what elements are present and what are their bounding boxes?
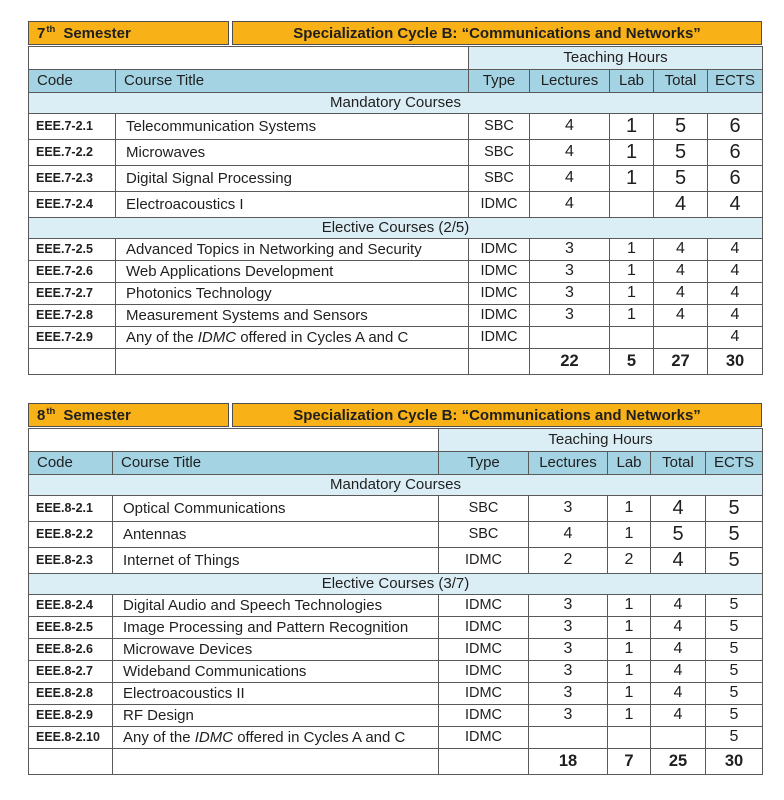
- empty-cell: [116, 349, 469, 375]
- semester-8-table: [28, 428, 763, 775]
- empty-cell: [439, 749, 529, 775]
- title-cell: Optical Communications: [113, 496, 439, 522]
- col-header-code: Code: [29, 452, 113, 475]
- type-cell: IDMC: [439, 727, 529, 749]
- title-cell: Digital Audio and Speech Technologies: [113, 595, 439, 617]
- course-row: [29, 522, 763, 548]
- title-text: offered in Cycles A and C: [236, 328, 409, 346]
- lectures-cell: [529, 727, 608, 749]
- code-cell: EEE.7-2.8: [29, 305, 116, 327]
- elective-section-row: [29, 218, 763, 239]
- ects-cell: 4: [708, 239, 763, 261]
- total-cell: [654, 327, 708, 349]
- course-row: [29, 140, 763, 166]
- type-cell: IDMC: [439, 548, 529, 574]
- code-cell: EEE.8-2.5: [29, 617, 113, 639]
- ects-cell: 4: [708, 305, 763, 327]
- course-row: [29, 239, 763, 261]
- total-cell: 4: [651, 617, 706, 639]
- lab-cell: 1: [608, 522, 651, 548]
- title-cell: Image Processing and Pattern Recognition: [113, 617, 439, 639]
- col-header-lab: Lab: [608, 452, 651, 475]
- lectures-cell: 3: [530, 283, 610, 305]
- ects-cell: 6: [708, 166, 763, 192]
- lab-cell: [610, 327, 654, 349]
- total-cell: 4: [651, 661, 706, 683]
- total-lectures: 18: [529, 749, 608, 775]
- code-cell: EEE.8-2.3: [29, 548, 113, 574]
- semester-word: Semester: [63, 24, 131, 42]
- total-cell: 4: [654, 261, 708, 283]
- lectures-cell: 3: [530, 239, 610, 261]
- col-header-lectures: Lectures: [530, 70, 610, 93]
- col-header-type: Type: [439, 452, 529, 475]
- type-cell: IDMC: [469, 192, 530, 218]
- elective-section-row: [29, 574, 763, 595]
- ects-cell: 5: [706, 496, 763, 522]
- mandatory-section-row: [29, 93, 763, 114]
- ects-cell: 4: [708, 192, 763, 218]
- title-cell: [116, 327, 469, 349]
- title-text: Any of the: [123, 728, 195, 746]
- total-cell: 4: [654, 283, 708, 305]
- course-row: [29, 727, 763, 749]
- semester-7-label: [28, 21, 229, 45]
- mandatory-section-label: Mandatory Courses: [29, 475, 763, 496]
- title-text: Any of the: [126, 328, 198, 346]
- type-cell: SBC: [439, 522, 529, 548]
- semester-number: 7: [37, 24, 46, 42]
- lab-cell: 1: [608, 496, 651, 522]
- type-cell: IDMC: [469, 305, 530, 327]
- lab-cell: 1: [610, 261, 654, 283]
- ects-cell: 5: [706, 617, 763, 639]
- title-cell: Measurement Systems and Sensors: [116, 305, 469, 327]
- empty-cell: [29, 749, 113, 775]
- ects-cell: 5: [706, 639, 763, 661]
- code-cell: EEE.7-2.2: [29, 140, 116, 166]
- code-cell: EEE.7-2.9: [29, 327, 116, 349]
- total-lab: 7: [608, 749, 651, 775]
- empty-cell: [29, 349, 116, 375]
- lab-cell: [610, 192, 654, 218]
- lectures-cell: 3: [529, 639, 608, 661]
- col-header-type: Type: [469, 70, 530, 93]
- title-cell: Wideband Communications: [113, 661, 439, 683]
- code-cell: EEE.8-2.7: [29, 661, 113, 683]
- lab-cell: 1: [608, 705, 651, 727]
- title-cell: Telecommunication Systems: [116, 114, 469, 140]
- course-row: [29, 192, 763, 218]
- lectures-cell: 4: [530, 192, 610, 218]
- lectures-cell: 4: [530, 114, 610, 140]
- ects-cell: 5: [706, 661, 763, 683]
- course-row: [29, 595, 763, 617]
- ects-cell: 5: [706, 705, 763, 727]
- type-cell: IDMC: [439, 705, 529, 727]
- col-header-lectures: Lectures: [529, 452, 608, 475]
- lectures-cell: 4: [530, 140, 610, 166]
- type-cell: IDMC: [469, 239, 530, 261]
- type-cell: IDMC: [469, 283, 530, 305]
- code-cell: EEE.7-2.3: [29, 166, 116, 192]
- course-row: [29, 661, 763, 683]
- col-header-course-title: Course Title: [116, 70, 469, 93]
- title-cell: RF Design: [113, 705, 439, 727]
- type-cell: IDMC: [469, 327, 530, 349]
- total-lab: 5: [610, 349, 654, 375]
- type-cell: IDMC: [439, 683, 529, 705]
- lab-cell: 1: [610, 239, 654, 261]
- lectures-cell: 4: [530, 166, 610, 192]
- teaching-hours-row: [29, 429, 763, 452]
- lectures-cell: 3: [529, 617, 608, 639]
- lectures-cell: 3: [530, 305, 610, 327]
- mandatory-section-row: [29, 475, 763, 496]
- code-cell: EEE.7-2.7: [29, 283, 116, 305]
- semester-word: Semester: [63, 406, 131, 424]
- title-cell: Electroacoustics I: [116, 192, 469, 218]
- course-row: [29, 166, 763, 192]
- code-cell: EEE.8-2.6: [29, 639, 113, 661]
- lectures-cell: 3: [529, 661, 608, 683]
- type-cell: IDMC: [439, 617, 529, 639]
- title-text: offered in Cycles A and C: [233, 728, 406, 746]
- lectures-cell: 3: [529, 595, 608, 617]
- total-lectures: 22: [530, 349, 610, 375]
- title-cell: Microwave Devices: [113, 639, 439, 661]
- total-cell: 5: [654, 140, 708, 166]
- elective-section-label: Elective Courses (3/7): [29, 574, 763, 595]
- title-cell: Advanced Topics in Networking and Security: [116, 239, 469, 261]
- lab-cell: 1: [610, 283, 654, 305]
- course-row: [29, 305, 763, 327]
- totals-row: [29, 349, 763, 375]
- lectures-cell: [530, 327, 610, 349]
- col-header-ects: ECTS: [708, 70, 763, 93]
- title-cell: [113, 727, 439, 749]
- course-row: [29, 496, 763, 522]
- total-cell: 5: [654, 114, 708, 140]
- total-cell: 5: [654, 166, 708, 192]
- title-cell: Microwaves: [116, 140, 469, 166]
- col-header-ects: ECTS: [706, 452, 763, 475]
- title-cell: Digital Signal Processing: [116, 166, 469, 192]
- code-cell: EEE.7-2.6: [29, 261, 116, 283]
- code-cell: EEE.8-2.10: [29, 727, 113, 749]
- lab-cell: [608, 727, 651, 749]
- lectures-cell: 3: [529, 683, 608, 705]
- title-cell: Electroacoustics II: [113, 683, 439, 705]
- col-header-total: Total: [654, 70, 708, 93]
- column-header-row: [29, 70, 763, 93]
- empty-cell: [29, 429, 439, 452]
- code-cell: EEE.8-2.8: [29, 683, 113, 705]
- title-cell: Web Applications Development: [116, 261, 469, 283]
- teaching-hours-row: [29, 47, 763, 70]
- code-cell: EEE.8-2.9: [29, 705, 113, 727]
- code-cell: EEE.7-2.5: [29, 239, 116, 261]
- type-cell: IDMC: [469, 261, 530, 283]
- semester-number: 8: [37, 406, 46, 424]
- semester-ordinal-suffix: th: [46, 24, 56, 36]
- empty-cell: [113, 749, 439, 775]
- type-cell: IDMC: [439, 639, 529, 661]
- lectures-cell: 2: [529, 548, 608, 574]
- ects-cell: 4: [708, 261, 763, 283]
- semester-8-title-row: [28, 403, 762, 427]
- course-row: [29, 705, 763, 727]
- lectures-cell: 4: [529, 522, 608, 548]
- course-row: [29, 114, 763, 140]
- lectures-cell: 3: [530, 261, 610, 283]
- col-header-code: Code: [29, 70, 116, 93]
- lab-cell: 1: [608, 617, 651, 639]
- ects-cell: 6: [708, 140, 763, 166]
- col-header-total: Total: [651, 452, 706, 475]
- lab-cell: 1: [608, 661, 651, 683]
- title-italic-text: IDMC: [194, 728, 234, 746]
- total-cell: 4: [654, 305, 708, 327]
- type-cell: IDMC: [439, 661, 529, 683]
- course-row: [29, 548, 763, 574]
- column-header-row: [29, 452, 763, 475]
- total-cell: 4: [651, 595, 706, 617]
- code-cell: EEE.8-2.4: [29, 595, 113, 617]
- total-cell: [651, 727, 706, 749]
- specialization-cycle-title: Specialization Cycle B: “Communications and Networks”: [232, 21, 762, 45]
- code-cell: EEE.8-2.1: [29, 496, 113, 522]
- course-row: [29, 639, 763, 661]
- mandatory-section-label: Mandatory Courses: [29, 93, 763, 114]
- type-cell: SBC: [469, 140, 530, 166]
- course-row: [29, 261, 763, 283]
- total-cell: 4: [651, 683, 706, 705]
- col-header-course-title: Course Title: [113, 452, 439, 475]
- total-cell: 4: [654, 192, 708, 218]
- course-row: [29, 617, 763, 639]
- total-ects: 30: [708, 349, 763, 375]
- code-cell: EEE.8-2.2: [29, 522, 113, 548]
- total-hours: 27: [654, 349, 708, 375]
- teaching-hours-label: Teaching Hours: [469, 47, 763, 70]
- title-italic-text: IDMC: [197, 328, 237, 346]
- col-header-lab: Lab: [610, 70, 654, 93]
- total-cell: 4: [651, 548, 706, 574]
- course-row: [29, 327, 763, 349]
- total-cell: 5: [651, 522, 706, 548]
- specialization-cycle-title: Specialization Cycle B: “Communications and Networks”: [232, 403, 762, 427]
- lectures-cell: 3: [529, 496, 608, 522]
- type-cell: IDMC: [439, 595, 529, 617]
- title-cell: Photonics Technology: [116, 283, 469, 305]
- lab-cell: 1: [610, 114, 654, 140]
- empty-cell: [29, 47, 469, 70]
- code-cell: EEE.7-2.1: [29, 114, 116, 140]
- title-cell: Internet of Things: [113, 548, 439, 574]
- semester-ordinal-suffix: th: [46, 406, 56, 418]
- total-cell: 4: [654, 239, 708, 261]
- totals-row: [29, 749, 763, 775]
- ects-cell: 5: [706, 595, 763, 617]
- ects-cell: 5: [706, 522, 763, 548]
- title-cell: Antennas: [113, 522, 439, 548]
- total-cell: 4: [651, 705, 706, 727]
- semester-8-block: [28, 403, 762, 775]
- lab-cell: 1: [610, 305, 654, 327]
- semester-7-block: [28, 21, 762, 375]
- semester-7-table: [28, 46, 763, 375]
- lab-cell: 1: [608, 639, 651, 661]
- lectures-cell: 3: [529, 705, 608, 727]
- semester-8-label: [28, 403, 229, 427]
- ects-cell: 5: [706, 727, 763, 749]
- lab-cell: 1: [610, 140, 654, 166]
- teaching-hours-label: Teaching Hours: [439, 429, 763, 452]
- type-cell: SBC: [469, 166, 530, 192]
- semester-7-title-row: [28, 21, 762, 45]
- type-cell: SBC: [469, 114, 530, 140]
- course-row: [29, 283, 763, 305]
- total-cell: 4: [651, 639, 706, 661]
- ects-cell: 5: [706, 548, 763, 574]
- lab-cell: 1: [610, 166, 654, 192]
- code-cell: EEE.7-2.4: [29, 192, 116, 218]
- lab-cell: 1: [608, 595, 651, 617]
- lab-cell: 1: [608, 683, 651, 705]
- elective-section-label: Elective Courses (2/5): [29, 218, 763, 239]
- ects-cell: 4: [708, 327, 763, 349]
- empty-cell: [469, 349, 530, 375]
- total-cell: 4: [651, 496, 706, 522]
- total-hours: 25: [651, 749, 706, 775]
- total-ects: 30: [706, 749, 763, 775]
- ects-cell: 4: [708, 283, 763, 305]
- ects-cell: 6: [708, 114, 763, 140]
- type-cell: SBC: [439, 496, 529, 522]
- course-row: [29, 683, 763, 705]
- ects-cell: 5: [706, 683, 763, 705]
- lab-cell: 2: [608, 548, 651, 574]
